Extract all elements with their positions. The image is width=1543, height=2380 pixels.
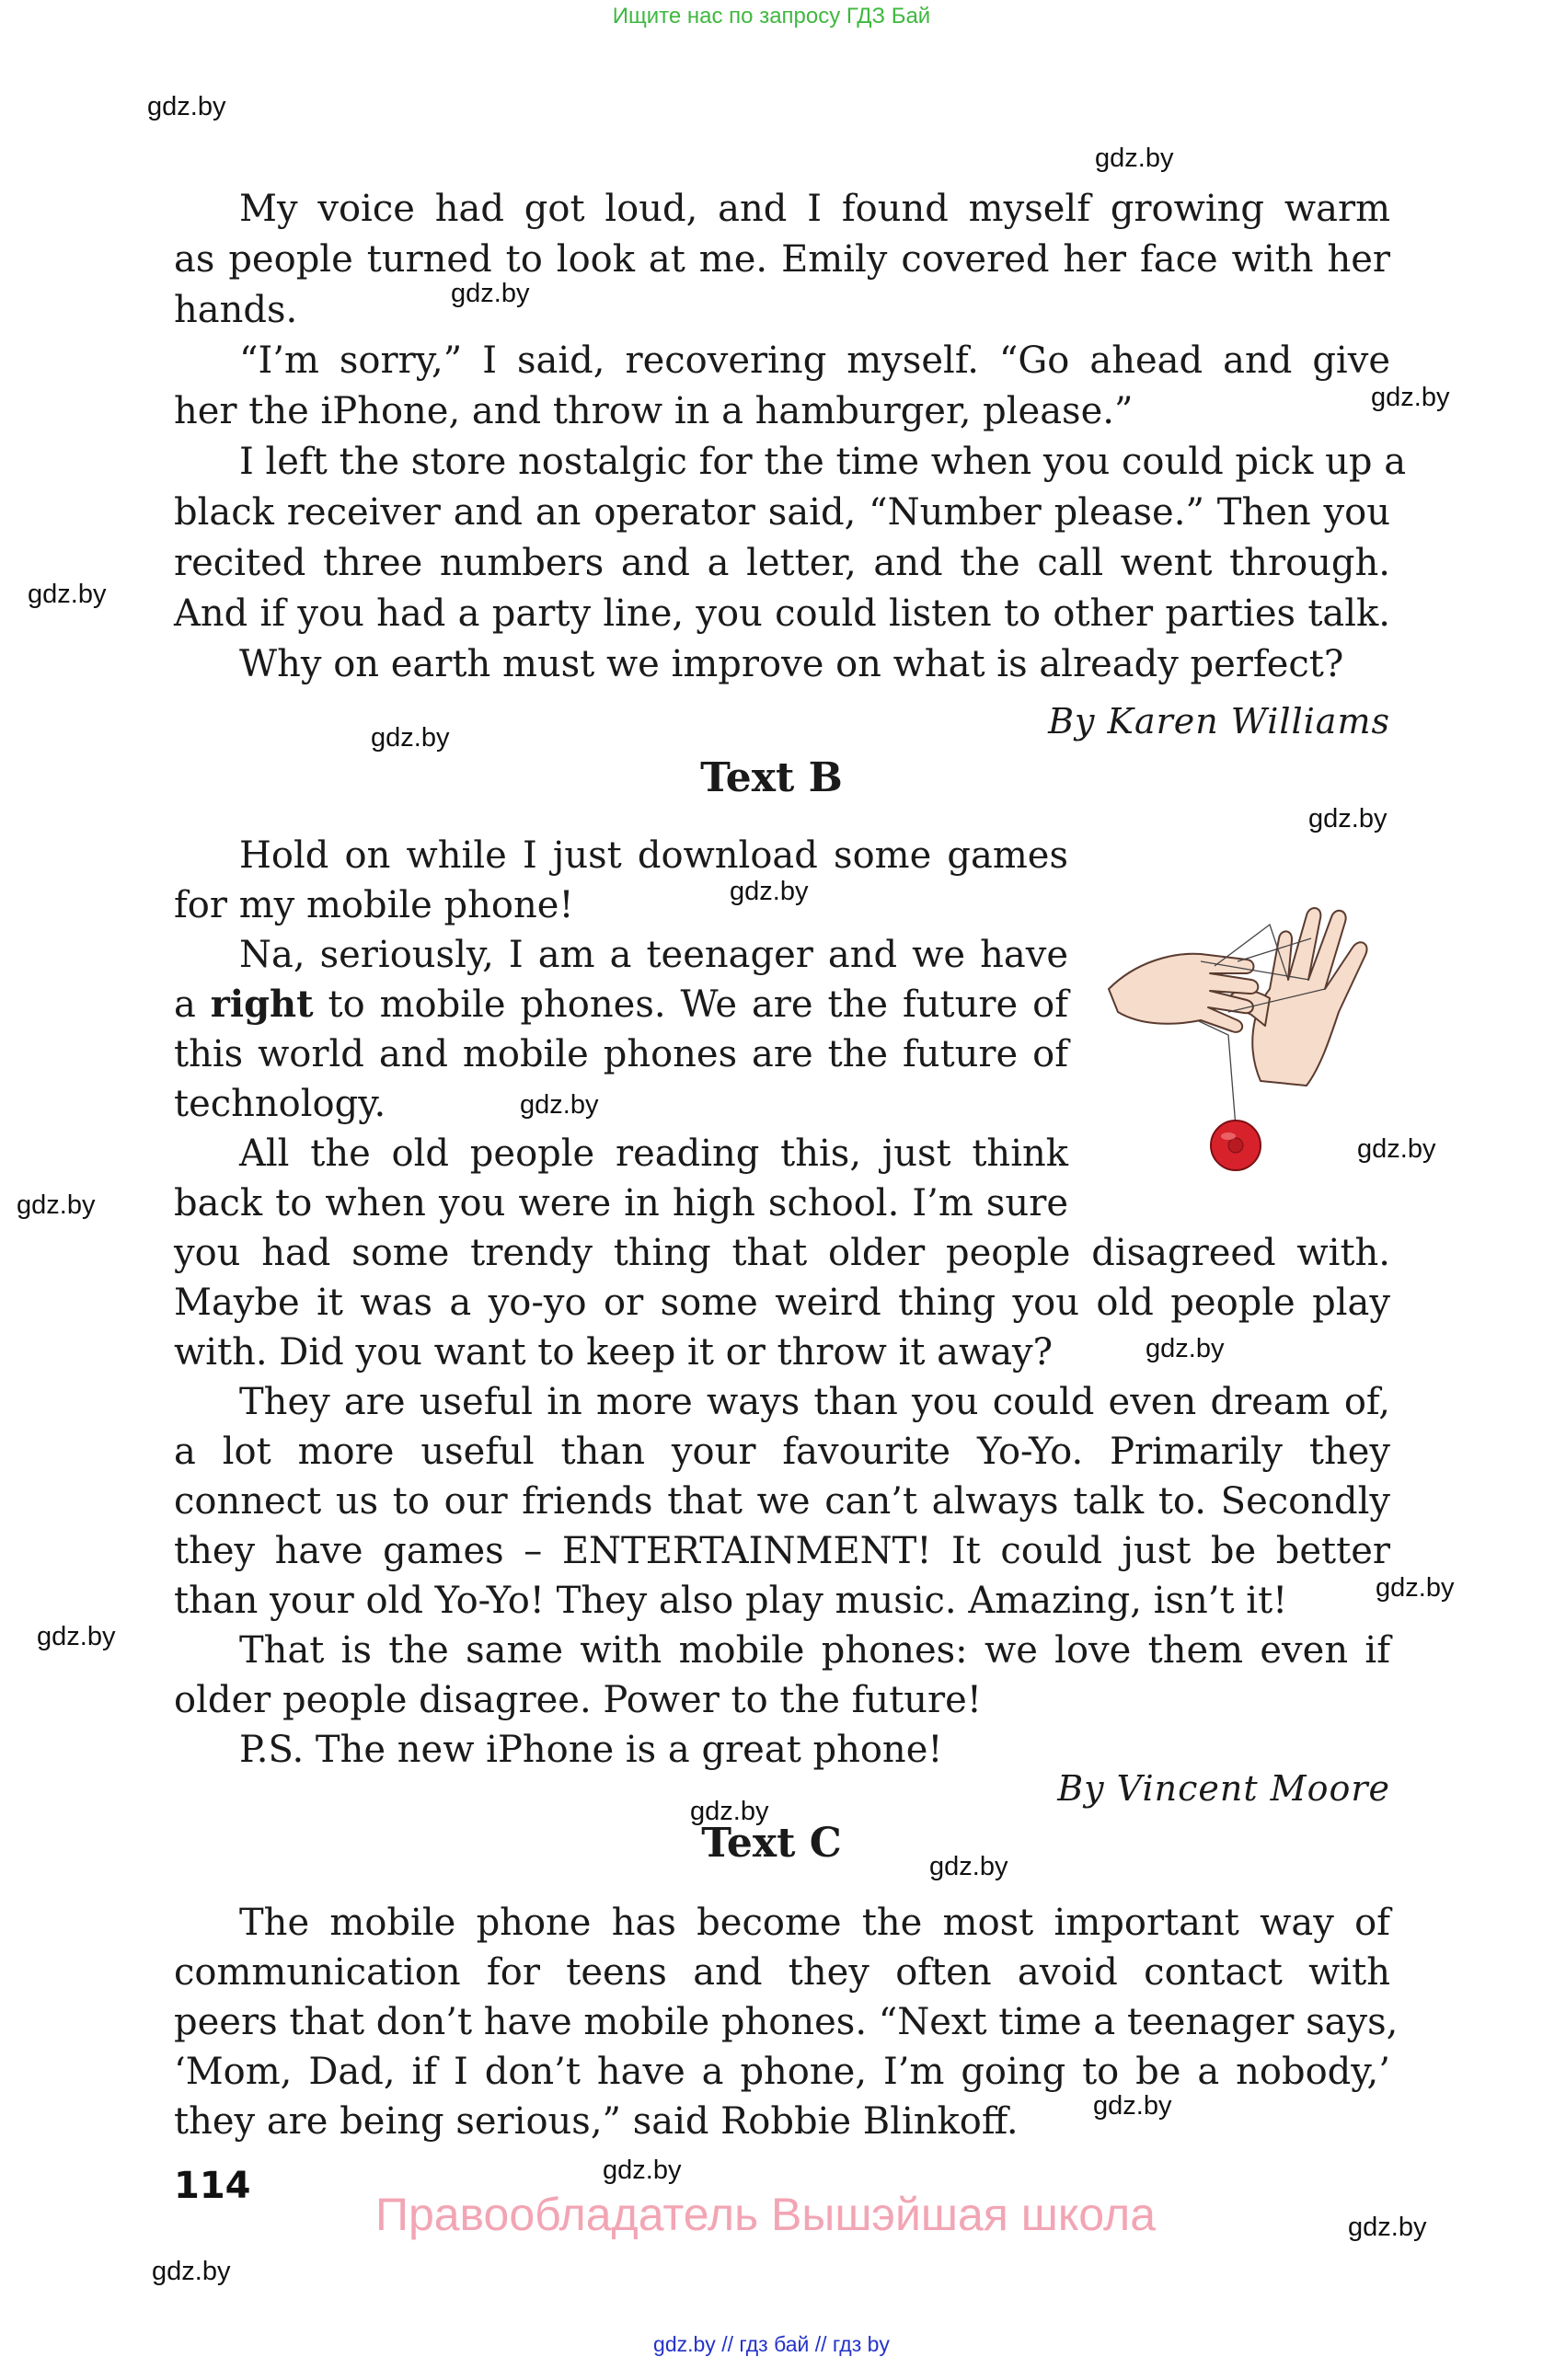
watermark: gdz.by [17, 1190, 96, 1220]
watermark: gdz.by [371, 723, 450, 753]
watermark: gdz.by [451, 279, 530, 308]
text-line: “I’m sorry,” I said, recovering myself. “Go ahead and give [239, 339, 1390, 382]
text-line: Maybe it was a yo-yo or some weird thing you old people play [174, 1282, 1390, 1324]
watermark: gdz.by [1371, 383, 1450, 412]
text-line: recited three numbers and a letter, and the call went through. [174, 542, 1390, 584]
text-line: All the old people reading this, just think [239, 1133, 1068, 1175]
watermark: gdz.by [730, 877, 809, 906]
text-line: they are being serious,” said Robbie Blinkoff. [174, 2100, 1019, 2143]
text-line: than your old Yo-Yo! They also play music. Amazing, isn’t it! [174, 1580, 1288, 1622]
text-line: And if you had a party line, you could listen to other parties talk. [174, 592, 1390, 635]
text-line: communication for teens and they often avoid contact with [174, 1951, 1390, 1994]
byline-karen-williams: By Karen Williams [1048, 701, 1390, 742]
text-line: The mobile phone has become the most important way of [239, 1902, 1390, 1944]
text-line: That is the same with mobile phones: we love them even if [239, 1629, 1390, 1672]
text-line: you had some trendy thing that older people disagreed with. [174, 1232, 1390, 1274]
watermark: gdz.by [520, 1090, 599, 1120]
heading-text-c: Text C [701, 1820, 842, 1867]
text-line: connect us to our friends that we can’t always talk to. Secondly [174, 1480, 1390, 1523]
text-line: back to when you were in high school. I’m sure [174, 1182, 1068, 1224]
text-line: black receiver and an operator said, “Number please.” Then you [174, 491, 1390, 534]
copyright-notice: Правообладатель Вышэйшая школа [375, 2189, 1156, 2240]
watermark: gdz.by [1308, 804, 1388, 834]
watermark: gdz.by [929, 1852, 1008, 1881]
watermark: gdz.by [690, 1797, 769, 1826]
text-line: My voice had got loud, and I found myself growing warm [239, 188, 1390, 230]
text-line: her the iPhone, and throw in a hamburger, please.” [174, 390, 1134, 432]
text-line: peers that don’t have mobile phones. “Next time a teenager says, [174, 2001, 1399, 2043]
text-line: Na, seriously, I am a teenager and we have [239, 934, 1068, 976]
text-line: as people turned to look at me. Emily covered her face with her [174, 238, 1390, 281]
text-line: hands. [174, 289, 298, 331]
text-line: P.S. The new iPhone is a great phone! [239, 1729, 943, 1771]
watermark: gdz.by [1146, 1334, 1225, 1363]
watermark: gdz.by [147, 92, 226, 121]
watermark: gdz.by [1357, 1134, 1436, 1164]
text-line: Hold on while I just download some games [239, 834, 1068, 877]
text-line: I left the store nostalgic for the time when you could pick up a [239, 441, 1407, 483]
text-line: they have games – ENTERTAINMENT! It could just be better [174, 1530, 1390, 1572]
watermark: gdz.by [603, 2156, 682, 2185]
watermark: gdz.by [1348, 2213, 1427, 2242]
hands-yoyo-icon [1100, 851, 1394, 1173]
heading-text-b: Text B [700, 754, 843, 801]
text-line: with. Did you want to keep it or throw it away? [174, 1331, 1054, 1374]
watermark: gdz.by [28, 580, 107, 609]
text-line: older people disagree. Power to the future! [174, 1679, 982, 1721]
bold-word-right: right [210, 983, 314, 1026]
footer-links[interactable]: gdz.by // гдз бай // гдз by [653, 2332, 890, 2356]
page-number: 114 [174, 2165, 251, 2207]
watermark: gdz.by [1095, 144, 1174, 173]
text-line: ‘Mom, Dad, if I don’t have a phone, I’m going to be a nobody,’ [174, 2051, 1390, 2093]
watermark: gdz.by [37, 1622, 116, 1651]
byline-vincent-moore: By Vincent Moore [1057, 1768, 1390, 1809]
text-line: this world and mobile phones are the future of [174, 1033, 1068, 1075]
text-line: for my mobile phone! [174, 884, 574, 926]
watermark: gdz.by [152, 2257, 231, 2286]
text-line: They are useful in more ways than you could even dream of, [239, 1381, 1390, 1423]
text-line: technology. [174, 1083, 386, 1125]
text-line: a right to mobile phones. We are the future of [174, 983, 1069, 1026]
watermark: gdz.by [1093, 2091, 1172, 2121]
text-line: Why on earth must we improve on what is already perfect? [239, 643, 1344, 685]
watermark: gdz.by [1376, 1573, 1455, 1603]
text-line: a lot more useful than your favourite Yo-Yo. Primarily they [174, 1431, 1390, 1473]
top-banner[interactable]: Ищите нас по запросу ГДЗ Бай [612, 4, 931, 29]
